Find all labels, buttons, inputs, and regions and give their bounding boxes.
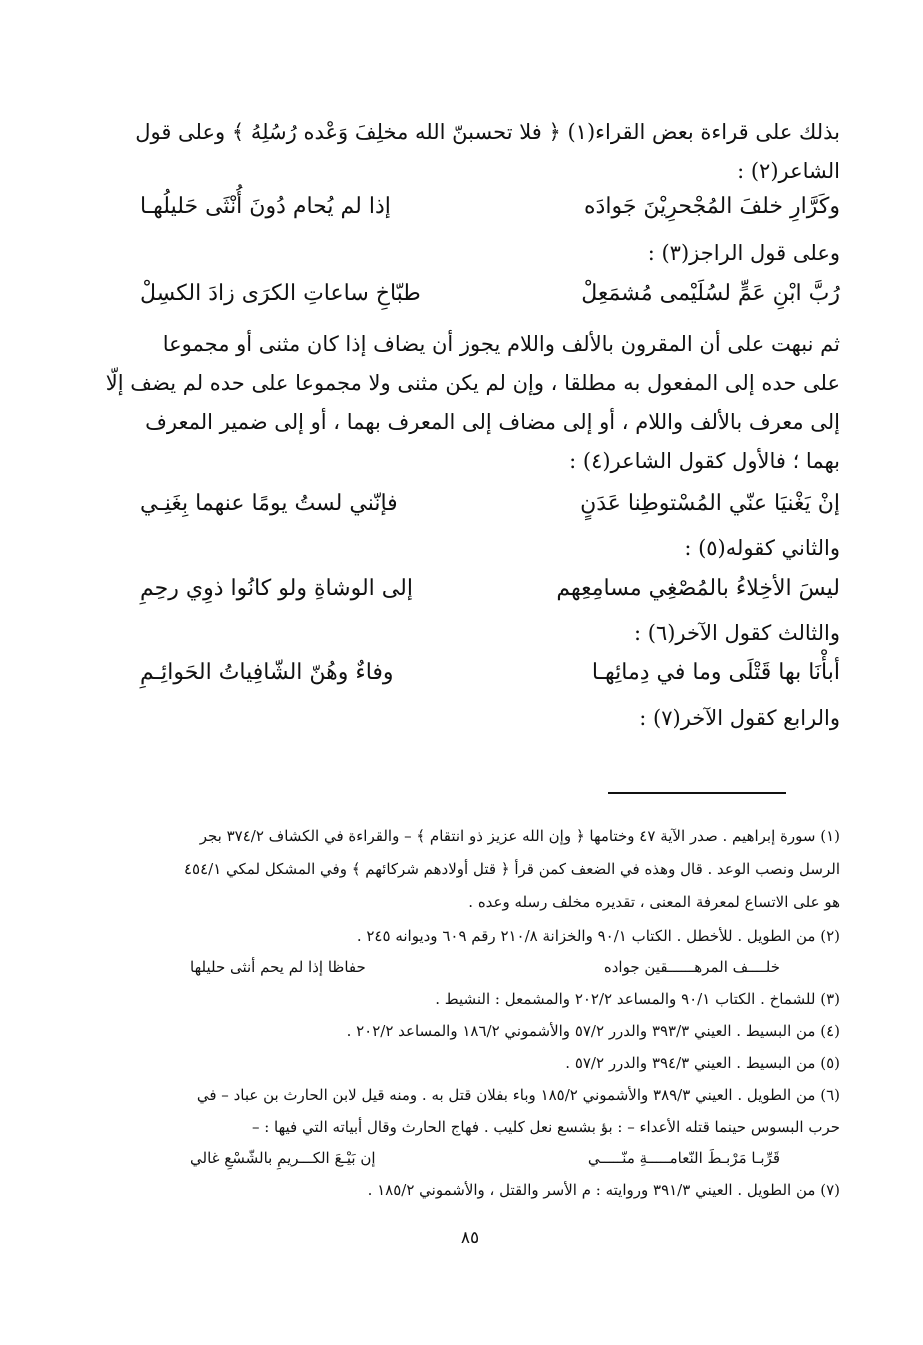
footnote-line: الرسل ونصب الوعد . قال وهذه في الضعف كمن قرأ ﴿ قتل أولادهم شركائهم ﴾ وفي المشكل لمكي ٤٥٤/١ (183, 860, 840, 878)
footnote-line: حرب البسوس حينما قتله الأعداء – : بؤ بشسع نعل كليب . فهاج الحارث وقال أبياته التي فيها : – (251, 1118, 840, 1136)
poetry-verse (140, 662, 840, 694)
verse-second-hemistich: إن بَيْـعَ الكـــريمِ بالشّسْعِ غالي (190, 1149, 376, 1167)
poetry-verse (140, 493, 840, 525)
footnote-separator (608, 792, 786, 794)
text-line: على حده إلى المفعول به مطلقا ، وإن لم يكن مثنى ولا مجموعا على حده لم يضف إلّا (105, 371, 840, 395)
text-line: بهما ؛ فالأول كقول الشاعر(٤) : (569, 449, 840, 473)
footnote-verse (190, 960, 780, 982)
verse-first-hemistich: إنْ يَغْنيَا عنّي المُسْتوطِنا عَدَنٍ (580, 491, 840, 516)
footnote-line: (٣) للشماخ . الكتاب ٩٠/١ والمساعد ٢٠٢/٢ والمشمعل : النشيط . (435, 990, 840, 1008)
footnote-line: (٢) من الطويل . للأخطل . الكتاب ٩٠/١ والخزانة ٢١٠/٨ رقم ٦٠٩ وديوانه ٢٤٥ . (356, 927, 840, 945)
verse-first-hemistich: خلــــف المرهــــــقين جواده (603, 958, 780, 976)
text-line: وعلى قول الراجز(٣) : (647, 241, 840, 265)
verse-first-hemistich: وكَرَّارِ خلفَ المُجْحرِيْنَ جَوادَه (584, 194, 840, 219)
poetry-verse (140, 196, 840, 228)
footnote-line: (٥) من البسيط . العيني ٣٩٤/٣ والدرر ٥٧/٢ . (565, 1054, 840, 1072)
verse-second-hemistich: إذا لم يُحام دُونَ أُنْثَى حَليلُهـا (140, 194, 391, 219)
poetry-verse (140, 283, 840, 315)
text-line: بذلك على قراءة بعض القراء(١) ﴿ فلا تحسبنّ الله مخلِفَ وَعْده رُسُلِهُ ﴾ وعلى قول (135, 120, 840, 144)
verse-second-hemistich: وفاءٌ وهُنّ الشّافِياتُ الحَوائِـمِ (140, 660, 394, 685)
verse-first-hemistich: ليسَ الأخِلاءُ بالمُصْغِي مسامِعِهم (556, 576, 840, 601)
verse-second-hemistich: إلى الوشاةِ ولو كانُوا ذوِي رحِمِ (140, 576, 413, 601)
verse-second-hemistich: فإنّني لستُ يومًا عنهما بِغَنِـي (140, 491, 398, 516)
footnote-line: (٤) من البسيط . العيني ٣٩٣/٣ والدرر ٥٧/٢ والأشموني ١٨٦/٢ والمساعد ٢٠٢/٢ . (346, 1022, 840, 1040)
text-line: والرابع كقول الآخر(٧) : (639, 706, 840, 730)
text-line: الشاعر(٢) : (737, 159, 840, 183)
verse-first-hemistich: أبأْنَا بها قَتْلَى وما في دِمائِهـا (591, 660, 840, 685)
verse-second-hemistich: حفاظا إذا لم يحم أنثى حليلها (190, 958, 366, 976)
footnote-line: (١) سورة إبراهيم . صدر الآية ٤٧ وختامها ﴿ وإن الله عزيز ذو انتقام ﴾ – والقراءة في الكشاف ٣٧٤/٢ بجر (199, 827, 840, 845)
footnote-line: (٦) من الطويل . العيني ٣٨٩/٣ والأشموني ١٨٥/٢ وباء بفلان قتل به . ومنه قيل لابن الحارث بن عباد – في (196, 1086, 840, 1104)
text-line: إلى معرف بالألف واللام ، أو إلى مضاف إلى المعرف بهما ، أو إلى ضمير المعرف (145, 410, 840, 434)
page-number: ٨٥ (460, 1228, 480, 1248)
text-line: والثالث كقول الآخر(٦) : (633, 621, 840, 645)
verse-first-hemistich: رُبَّ ابْنِ عَمٍّ لسُلَيْمى مُشمَعِلْ (581, 281, 840, 306)
verse-first-hemistich: قَرِّبـا مَرْبـطَ النّعامـــــةِ منّـــــي (587, 1149, 780, 1167)
footnote-line: هو على الاتساع لمعرفة المعنى ، تقديره مخلف رسله وعده . (468, 893, 840, 911)
verse-second-hemistich: طبّاخِ ساعاتِ الكرَى زادَ الكسِلْ (140, 281, 421, 306)
footnote-line: (٧) من الطويل . العيني ٣٩١/٣ وروايته : م الأسر والقتل ، والأشموني ١٨٥/٢ . (367, 1181, 840, 1199)
text-line: والثاني كقوله(٥) : (684, 536, 840, 560)
footnote-verse (190, 1151, 780, 1173)
poetry-verse (140, 578, 840, 610)
text-line: ثم نبهت على أن المقرون بالألف واللام يجوز أن يضاف إذا كان مثنى أو مجموعا (162, 332, 840, 356)
